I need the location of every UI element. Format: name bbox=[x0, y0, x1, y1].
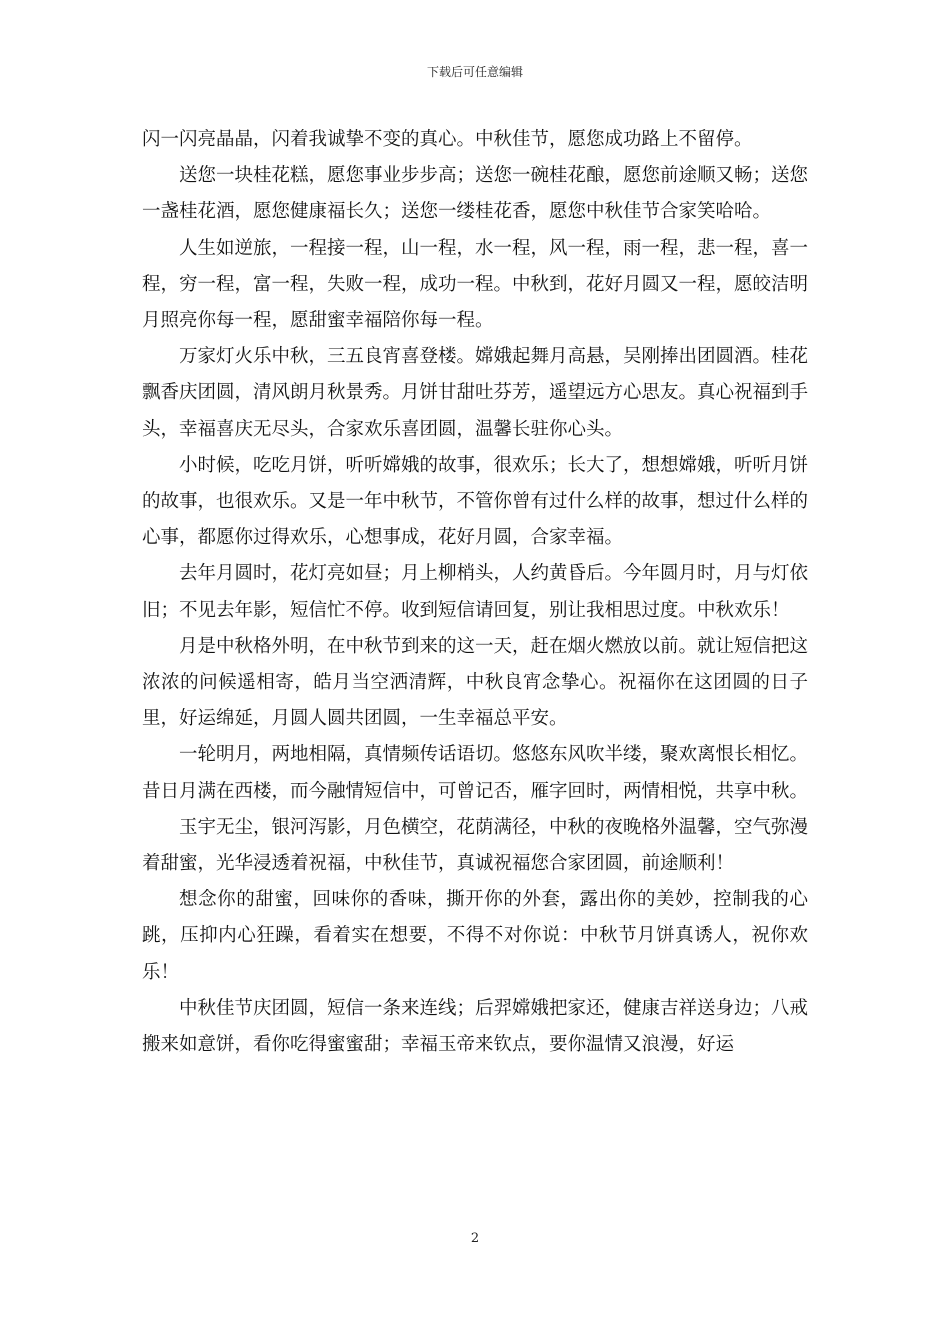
page-number: 2 bbox=[470, 1231, 480, 1246]
paragraph: 送您一块桂花糕，愿您事业步步高；送您一碗桂花酿，愿您前途顺又畅；送您一盏桂花酒，愿您健康福长久；送您一缕桂花香，愿您中秋佳节合家笑哈哈。 bbox=[142, 165, 809, 223]
paragraph: 人生如逆旅，一程接一程，山一程，水一程，风一程，雨一程，悲一程，喜一程，穷一程，富一程，失败一程，成功一程。中秋到，花好月圆又一程，愿皎洁明月照亮你每一程，愿甜蜜幸福陪你每一程。 bbox=[142, 237, 809, 332]
paragraph: 一轮明月，两地相隔，真情频传话语切。悠悠东风吹半缕，聚欢离恨长相忆。昔日月满在西楼，而今融情短信中，可曾记否，雁字回时，两情相悦，共享中秋。 bbox=[142, 744, 809, 802]
paragraph: 闪一闪亮晶晶，闪着我诚挚不变的真心。中秋佳节，愿您成功路上不留停。 bbox=[142, 129, 753, 150]
page-header: 下载后可任意编辑 bbox=[426, 65, 523, 79]
paragraph: 想念你的甜蜜，回味你的香味，撕开你的外套，露出你的美妙，控制我的心跳，压抑内心狂躁，看着实在想要，不得不对你说：中秋节月饼真诱人，祝你欢乐！ bbox=[142, 889, 808, 983]
paragraph: 月是中秋格外明，在中秋节到来的这一天，赶在烟火燃放以前。就让短信把这浓浓的问候遥相寄，皓月当空洒清辉，中秋良宵念挚心。祝福你在这团圆的日子里，好运绵延，月圆人圆共团圆，一生幸福总平安。 bbox=[142, 635, 809, 730]
paragraph: 去年月圆时，花灯亮如昼；月上柳梢头，人约黄昏后。今年圆月时，月与灯依旧；不见去年影，短信忙不停。收到短信请回复，别让我相思过度。中秋欢乐！ bbox=[142, 563, 809, 621]
document-body bbox=[142, 122, 808, 1063]
paragraph: 小时候，吃吃月饼，听听嫦娥的故事，很欢乐；长大了，想想嫦娥，听听月饼的故事，也很欢乐。又是一年中秋节，不管你曾有过什么样的故事，想过什么样的心事，都愿你过得欢乐，心想事成，花好月圆，合家幸福。 bbox=[142, 454, 809, 549]
paragraph: 玉宇无尘，银河泻影，月色横空，花荫满径，中秋的夜晚格外温馨，空气弥漫着甜蜜，光华浸透着祝福，中秋佳节，真诚祝福您合家团圆，前途顺利！ bbox=[142, 816, 809, 875]
paragraph: 万家灯火乐中秋，三五良宵喜登楼。嫦娥起舞月高悬，吴刚捧出团圆酒。桂花飘香庆团圆，清风朗月秋景秀。月饼甘甜吐芬芳，遥望远方心思友。真心祝福到手头，幸福喜庆无尽头，合家欢乐喜团圆，温馨长驻你心头。 bbox=[142, 346, 809, 440]
paragraph: 中秋佳节庆团圆，短信一条来连线；后羿嫦娥把家还，健康吉祥送身边；八戒搬来如意饼，看你吃得蜜蜜甜；幸福玉帝来钦点，要你温情又浪漫，好运 bbox=[142, 997, 809, 1056]
